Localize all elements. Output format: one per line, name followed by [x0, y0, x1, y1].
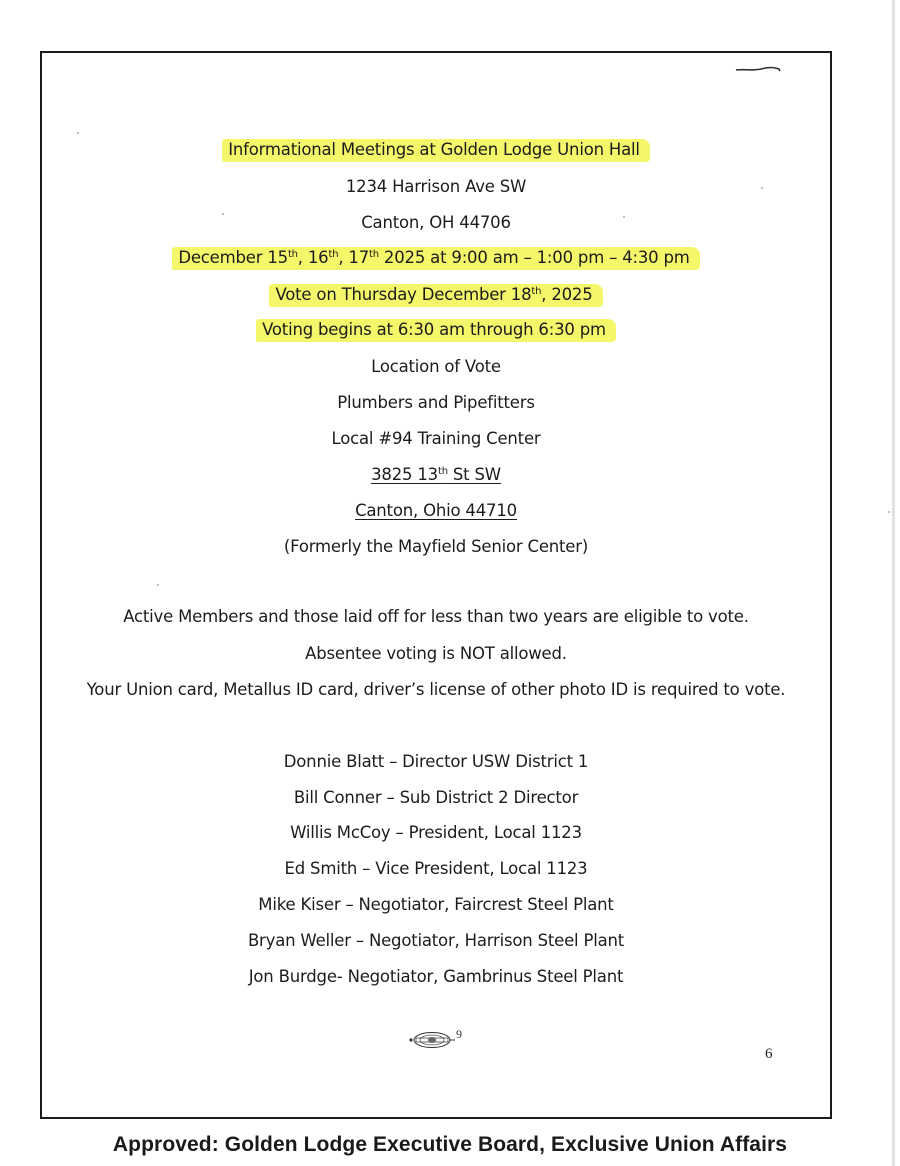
signatory: Jon Burdge- Negotiator, Gambrinus Steel Plant	[248, 967, 624, 986]
union-bug-emblem	[408, 1027, 468, 1050]
location-city: Canton, Ohio 44710	[355, 501, 517, 520]
union-emblem-icon	[408, 1030, 456, 1050]
scan-speck	[77, 132, 79, 134]
emblem-number: 9	[456, 1027, 462, 1041]
vote-hours: Voting begins at 6:30 am through 6:30 pm	[40, 320, 832, 339]
location-name-line1: Plumbers and Pipefitters	[337, 393, 535, 412]
rule-id-required: Your Union card, Metallus ID card, driver’s license of other photo ID is required to vote.	[86, 680, 786, 699]
rule-absentee: Absentee voting is NOT allowed.	[305, 644, 567, 663]
location-name-line2: Local #94 Training Center	[331, 429, 541, 448]
scan-speck	[623, 216, 625, 218]
vote-date: Vote on Thursday December 18th, 2025	[40, 285, 832, 304]
rule-eligibility: Active Members and those laid off for less than two years are eligible to vote.	[123, 607, 749, 626]
scan-speck	[888, 511, 890, 513]
meetings-address-line1: 1234 Harrison Ave SW	[345, 177, 527, 196]
scan-speck	[222, 213, 224, 215]
signatory: Mike Kiser – Negotiator, Faircrest Steel Plant	[258, 895, 614, 914]
pen-mark-icon	[735, 64, 781, 74]
location-title: Location of Vote	[371, 357, 501, 376]
meetings-dates: December 15th, 16th, 17th 2025 at 9:00 am – 1:00 pm – 4:30 pm	[40, 248, 832, 267]
signatory: Willis McCoy – President, Local 1123	[290, 823, 582, 842]
meetings-address-line2: Canton, OH 44706	[361, 213, 511, 232]
location-note: (Formerly the Mayfield Senior Center)	[283, 537, 589, 556]
scan-edge	[892, 0, 895, 1166]
signatory: Bryan Weller – Negotiator, Harrison Steel Plant	[247, 931, 625, 950]
approval-footer: Approved: Golden Lodge Executive Board, Exclusive Union Affairs	[112, 1133, 788, 1156]
scan-speck	[157, 584, 159, 586]
location-street: 3825 13th St SW	[371, 465, 501, 484]
meetings-heading: Informational Meetings at Golden Lodge Union Hall	[40, 140, 832, 159]
signatory: Ed Smith – Vice President, Local 1123	[284, 859, 588, 878]
signatory: Bill Conner – Sub District 2 Director	[293, 788, 579, 807]
signatory: Donnie Blatt – Director USW District 1	[283, 752, 589, 771]
scan-speck	[761, 187, 763, 189]
page-number: 6	[765, 1046, 773, 1062]
